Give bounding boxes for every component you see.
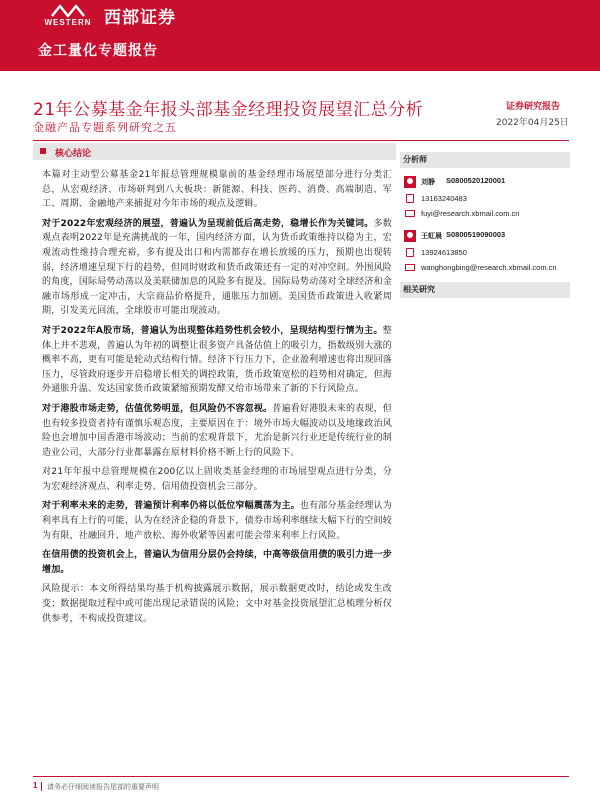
brand-name: 西部证券 [104, 8, 176, 28]
mail-icon [405, 210, 415, 217]
paragraph-text: 本篇对主动型公募基金21年报总管理规模靠前的基金经理市场展望部分进行分类汇总，从宏观经济、市场研判到八大板块：新能源、科技、医药、消费、高端制造、军工、周期、金融地产来捕捉对今年市场的观点及逻辑。 [42, 170, 392, 210]
paragraph-lead: 对于港股市场走势，估值优势明显，但风险仍不容忽视。 [42, 403, 273, 414]
related-research-heading: 相关研究 [400, 282, 570, 298]
paragraph-text: 整体上并不悲观，普遍认为年初的调整让很多资产具备估值上的吸引力，指数级别大涨的概率不高，更有可能是轮动式结构行情。经济下行压力下，企业盈利增速也将出现回落压力，尽管政府逐步开启稳增长相关的调控政策，货币政策宽松的趋势相对确定，但海外通胀升温、发达国家货币政策紧缩预期发酵又给市场带来了新的下行风险点。 [42, 325, 392, 395]
paragraph-text: 多数观点表明2022年是充满挑战的一年，国内经济方面，认为货币政策维持以稳为主，宏观流动性维持合理充裕，多有提及出口和内需都存在增长放缓的压力，预期也出现转弱，经济增速呈现下行的趋势，但同时财政和货币政策还有一定的对冲空间。外围风险的角度，国际局势动荡以及美联储加息的风险多有提及。国际局势动荡对全球经济和金融市场形成一定冲击，大宗商品价格提升，通胀压力加剧。美国货币政策进入收紧周期，引发美元回流，全球股市可能出现波动。 [42, 218, 392, 317]
page-number: 1 [33, 781, 38, 790]
paragraph-lead: 对于利率未来的走势，普遍预计利率仍将以低位窄幅震荡为主。 [42, 501, 300, 512]
person-icon [404, 230, 416, 242]
logo-text: WESTERN [44, 18, 92, 27]
report-date: 2022年04月25日 [496, 118, 569, 128]
paragraph-lead: 对于2022年A股市场，普遍认为出现整体趋势性机会较小，呈现结构型行情为主。 [42, 325, 383, 336]
analyst-sidebar [400, 152, 570, 298]
analyst-phone: 13163240483 [421, 194, 467, 203]
report-subtitle: 金融产品专题系列研究之五 [33, 121, 177, 134]
footer-disclaimer: 请务必仔细阅读报告尾部的重要声明 [47, 783, 159, 791]
report-category: 金工量化专题报告 [38, 43, 158, 59]
analyst-email[interactable]: wanghongbing@research.xbmail.com.cn [421, 263, 557, 272]
paragraph [42, 499, 392, 543]
report-title: 21年公募基金年报头部基金经理投资展望汇总分析 [33, 100, 424, 120]
phone-icon [406, 194, 414, 203]
analyst-cert: S0800519090003 [446, 230, 506, 239]
paragraph-text: 对21年年报中总管理规模在200亿以上固收类基金经理的市场展望观点进行分类，分为宏观经济观点、利率走势、信用债投资机会三部分。 [42, 467, 392, 492]
square-bullet-icon [40, 148, 46, 154]
analyst-phone: 13924613850 [421, 248, 467, 257]
risk-disclaimer [42, 582, 392, 626]
analyst-name: 刘静 [421, 178, 435, 186]
analyst-card [404, 222, 570, 276]
analyst-name: 王虹晨 [421, 232, 442, 240]
paragraph-text: 也有部分基金经理认为利率具有上行的可能，认为在经济企稳的背景下，债券市场利率继续大幅下行的空间较为有限，社融回升、地产放松、海外收紧等因素可能会带来利率上行风险。 [42, 501, 392, 541]
title-divider [33, 140, 569, 141]
person-icon [404, 176, 416, 188]
footer-divider [33, 776, 569, 777]
paragraph-text: 风险提示：本文所得结果均基于机构披露展示数据，展示数据更改时，结论或发生改变；数据提取过程中或可能出现记录错误的风险；文中对基金投资展望汇总梳理分析仅供参考，不构成投资建议。 [42, 584, 392, 624]
analyst-card [404, 168, 570, 222]
mail-icon [405, 264, 415, 271]
summary-body [42, 168, 392, 631]
paragraph [42, 324, 392, 397]
logo-mark-icon [50, 4, 86, 18]
summary-heading-bar [33, 143, 396, 160]
paragraph [42, 402, 392, 460]
footer-separator [41, 782, 42, 791]
paragraph [42, 465, 392, 494]
paragraph [42, 168, 392, 212]
paragraph-lead: 在信用债的投资机会上，普遍认为信用分层仍会持续，中高等级信用债的吸引力进一步增加。 [42, 550, 392, 575]
analyst-heading: 分析师 [400, 152, 570, 168]
analyst-email[interactable]: fuyi@research.xbmail.com.cn [421, 209, 520, 218]
summary-heading: 核心结论 [55, 149, 92, 159]
western-securities-logo [38, 4, 98, 30]
phone-icon [406, 248, 414, 257]
paragraph [42, 217, 392, 319]
header-band [0, 0, 600, 71]
report-type-label: 证券研究报告 [506, 102, 561, 112]
paragraph-lead: 对于2022年宏观经济的展望，普遍认为呈现前低后高走势，稳增长作为关键词。 [42, 218, 374, 229]
analyst-cert: S0800520120001 [446, 176, 506, 185]
paragraph [42, 548, 392, 577]
paragraph-text: 普遍看好港股未来的表现，但也有较多投资者持有谨慎乐观态度，主要原因在于：境外市场大幅波动以及地缘政治风险也会增加中国香港市场波动；当前的宏观背景下，尤治是新兴行业还是传统行业的制造业公司，大部分行业都暴露在原材料价格不断上行的风险下。 [42, 403, 392, 458]
